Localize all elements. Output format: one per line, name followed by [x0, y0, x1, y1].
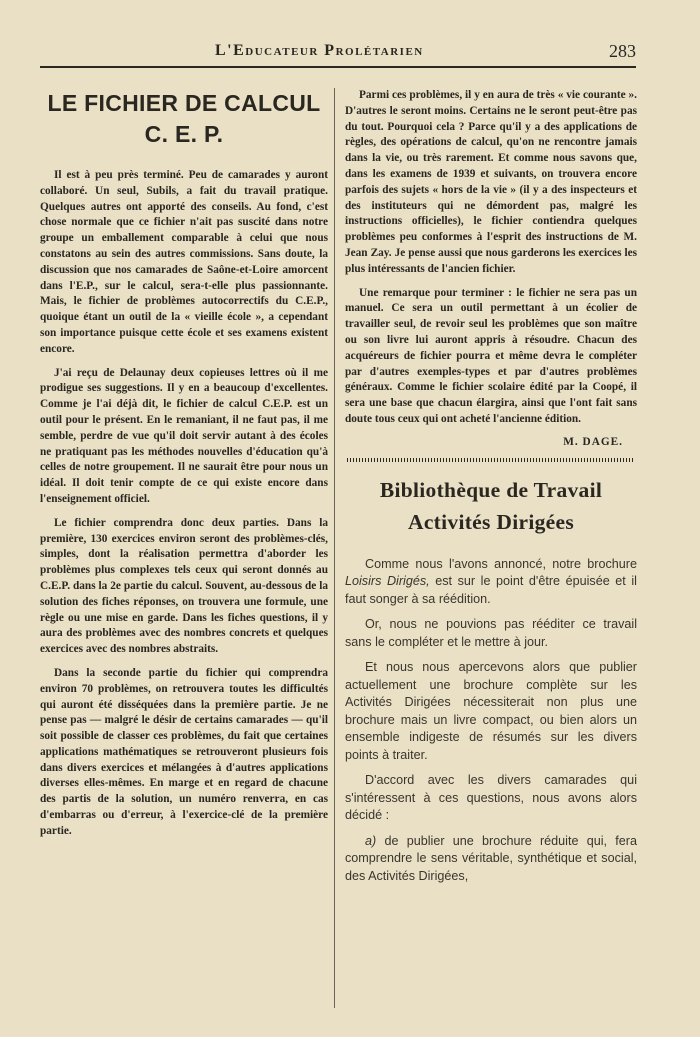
- brochure-title: Loisirs Dirigés,: [345, 574, 430, 589]
- left-column: [40, 88, 328, 848]
- section-title-line-1: Bibliothèque de Travail: [379, 477, 603, 502]
- article-paragraph: Une remarque pour terminer : le fichier ne sera pas un manuel. Ce sera un outil permettant à un écolier de travailler seul, de revoir seul les problèmes que son maître ou son livre lui auront appris à résoudre. Chacun des acquéreurs de fichier pourra et même devra le compléter par d'autres exemples-types et par d'autres problèmes généraux. Comme le fichier scolaire édité par la Coopé, il sera une base que chacun élargira, ainsi que l'ont fait sans doute tous ceux qui ont acheté l'ancienne édition.: [345, 286, 637, 425]
- section-title-line-2: Activités Dirigées: [408, 509, 574, 534]
- section-paragraph: [345, 556, 637, 609]
- article-paragraph: Il est à peu près terminé. Peu de camarades y auront collaboré. Un seul, Subils, a fait du travail pratique. Quelques autres ont apporté des conseils. Au fond, c'est chose normale que ce fichier n'ait pas suscité dans notre groupe un emballement comparable à celui que nous constatons au sein des autres commissions. Sans doute, la discussion que nos camarades de Saône-et-Loire amorcent dans l'E.P., sur le calcul, sera-t-elle plus passionnante. Mais, le fichier de problèmes autocorrectifs du C.E.P., quoique étant un outil de la « vieille école », a cependant son importance puisque cette école et ses examens existent encore.: [40, 169, 328, 355]
- journal-title: L'Educateur Prolétarien: [215, 42, 424, 59]
- article-paragraph: Parmi ces problèmes, il y en aura de très « vie courante ». D'autres le seront moins. Certains ne le seront peut-être pas du tout. Pourquoi cela ? Parce qu'il y a des applications de règles, des opérations de calcul, qu'on ne rencontre jamais dans la vie, ou très rarement. Et comme nous savons que, dans les examens de 1939 et suivants, on trouvera encore parfois des sujets « hors de la vie » (il y a des inspecteurs et des instituteurs qui ne démordent pas, malgré les instructions officielles), le fichier contiendra quelques problèmes peu conformes à l'esprit des instructions de M. Jean Zay. Je pense aussi que nous garderons les exercices les plus intéressants de l'ancien fichier.: [345, 89, 637, 275]
- list-item-text: de publier une brochure réduite qui, fera comprendre le sens véritable, synthétique et social, des Activités Dirigées,: [345, 833, 637, 883]
- article-title: [40, 88, 328, 150]
- section-paragraph: D'accord avec les divers camarades qui s'intéressent à ces questions, nous avons alors décidé :: [345, 773, 637, 823]
- article-paragraph: J'ai reçu de Delaunay deux copieuses lettres où il me prodigue ses suggestions. Il y en a beaucoup d'excellentes. Comme je l'ai déjà dit, le fichier de calcul C.E.P. est un outil pour le présent. En le remaniant, il ne faut pas, il me semble, perdre de vue qu'il doit servir autant à des écoles ne pratiquant pas les méthodes nouvelles d'éducation qu'à celles de notre groupement. Il ne saurait être pour nous un idéal. Il doit tenir compte de ce qui existe encore dans l'enseignement officiel.: [40, 366, 328, 505]
- section-divider: [347, 458, 633, 462]
- section-paragraph: Et nous nous apercevons alors que publier actuellement une brochure complète sur les Activités Dirigées nécessiterait non plus une brochure mais un livre compact, ou bien alors un ensemble indigeste de résumés sur les divers points à traiter.: [345, 660, 637, 762]
- list-item: [345, 833, 637, 886]
- column-divider: [334, 88, 335, 1008]
- paragraph-text: Comme nous l'avons annoncé, notre brochure: [365, 556, 637, 571]
- section-title: [345, 474, 637, 538]
- list-marker: a): [365, 833, 377, 848]
- article-title-line-2: C. E. P.: [144, 121, 224, 147]
- article-paragraph: Le fichier comprendra donc deux parties. Dans la première, 130 exercices environ seront des problèmes-clés, simples, dont la réalisation permettra d'aborder les problèmes plus complexes tels ceux qui seront donnés au C.E.P. dans la 2e partie du calcul. Souvent, au-dessous de la solution des fiches réponses, on trouvera une formule, une règle ou une mise en garde. Dans les fiches questions, il y aura des problèmes avec des nombres concrets et quelques exercices avec des nombres abstraits.: [40, 516, 328, 656]
- article-paragraph: Dans la seconde partie du fichier qui comprendra environ 70 problèmes, on retrouvera toutes les difficultés qui auront été disséquées dans la première partie. Je ne pense pas — malgré le désir de certains camarades — qu'il soit possible de classer ces problèmes, du fait que certaines applications mathématiques se retrouveront plusieurs fois dans divers exercices et mélangées à d'autres applications diverses elles-mêmes. En marge et en regard de chacune des partis de la solution, un numéro renverra, en cas d'embarras ou d'erreur, à l'exercice-clé de la première partie.: [40, 666, 328, 837]
- paragraph-text: est sur le point d'être épuisée et il faut songer à sa réédition.: [345, 574, 637, 606]
- right-column: [345, 88, 637, 893]
- section-paragraph: Or, nous ne pouvions pas rééditer ce travail sans le compléter et le mettre à jour.: [345, 617, 637, 649]
- page-number: 283: [609, 41, 636, 61]
- article-title-line-1: LE FICHIER DE CALCUL: [47, 90, 321, 116]
- page-header: [40, 38, 636, 68]
- header-rule: [40, 66, 636, 68]
- article-signature: M. DAGE.: [563, 435, 623, 448]
